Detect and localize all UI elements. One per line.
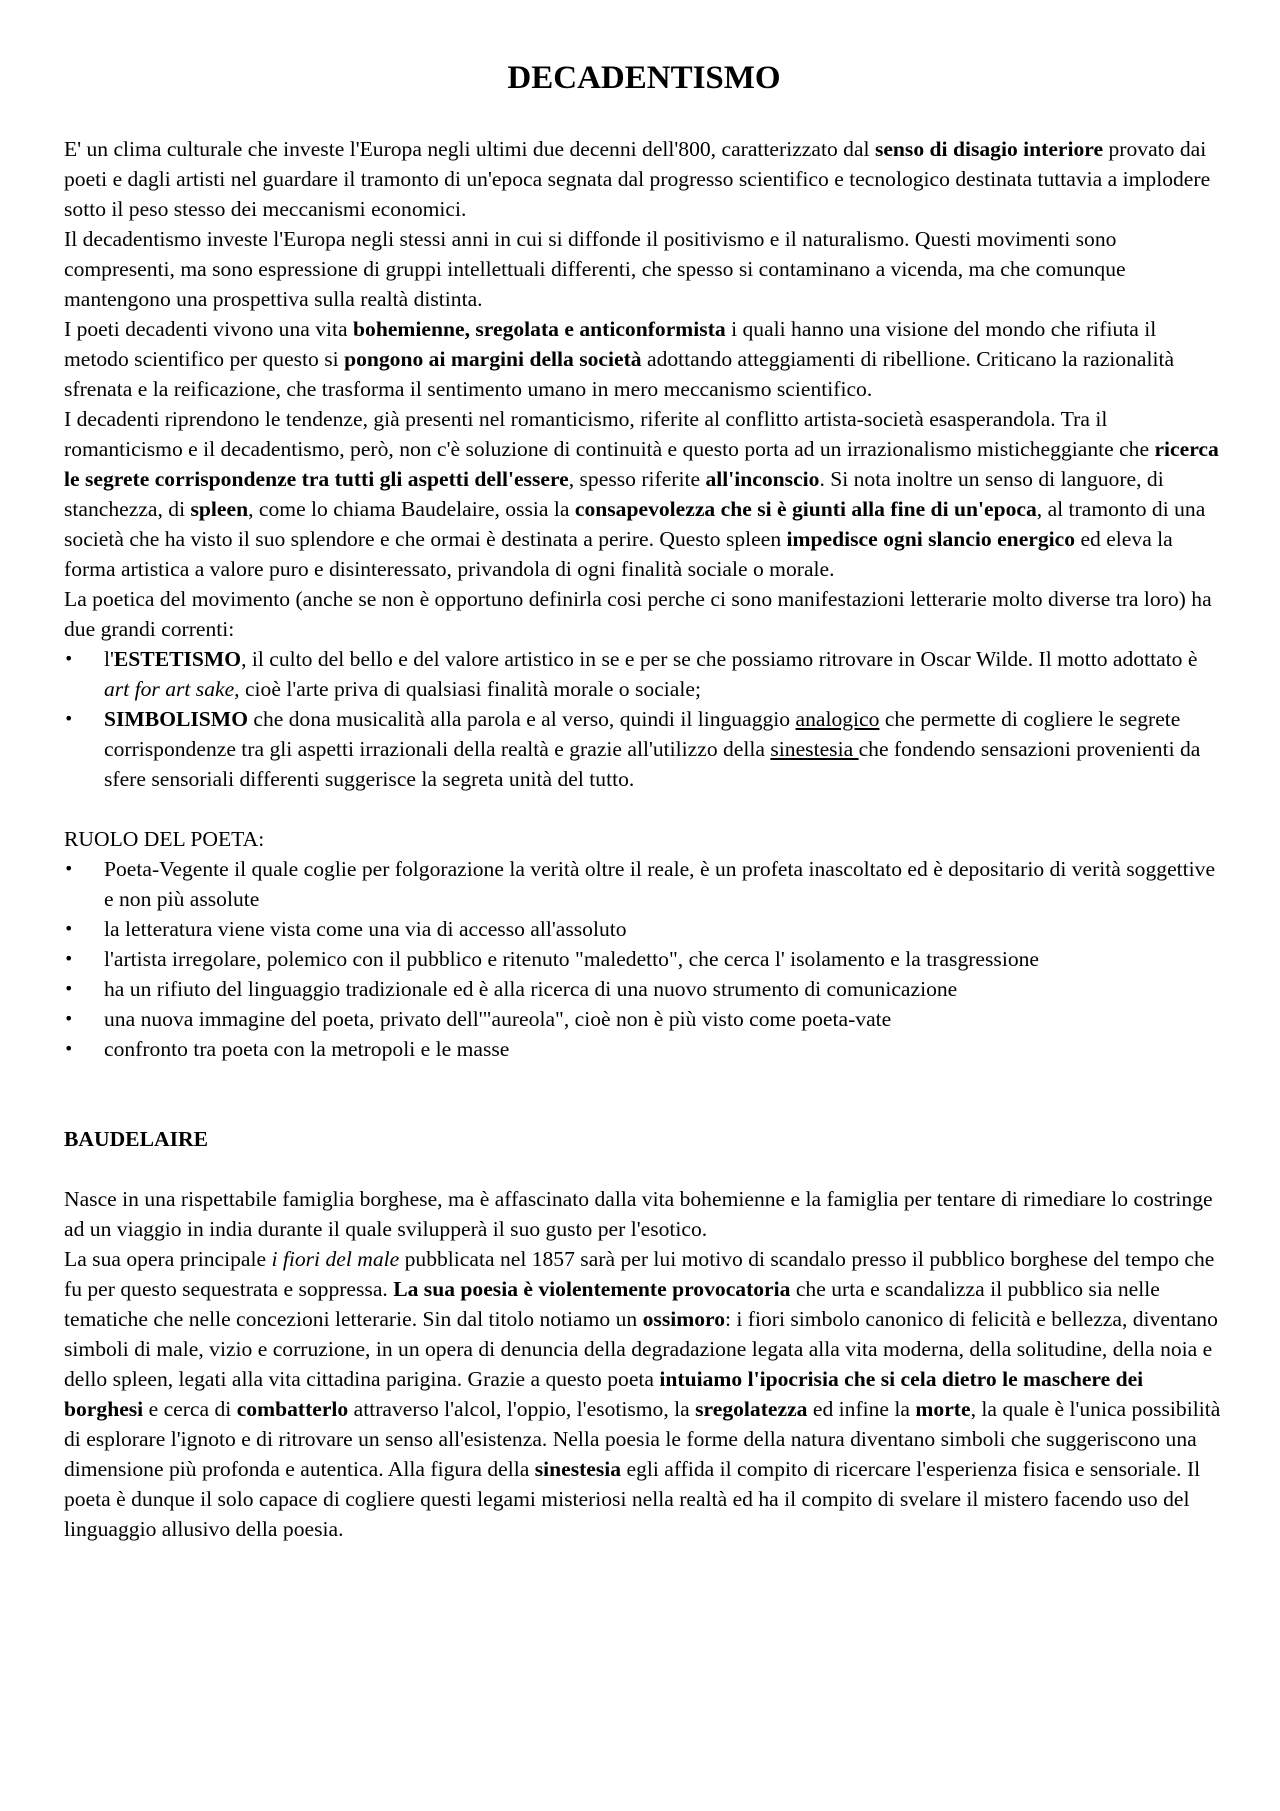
bullet-icon: • xyxy=(64,919,74,938)
section-heading-role: RUOLO DEL POETA: xyxy=(64,827,265,851)
text-run: La sua opera principale xyxy=(64,1247,272,1271)
list-item-text: l'artista irregolare, polemico con il pubblico e ritenuto "maledetto", che cerca l' isolamento e la trasgressione xyxy=(104,947,1040,971)
list-item xyxy=(64,1034,1224,1064)
paragraph xyxy=(64,134,1224,224)
text-run: che urta e scandalizza il pubblico sia nelle tematiche che nelle concezioni letterarie. Sin dal titolo notiamo un xyxy=(64,1277,1160,1331)
bold-text: sinestesia xyxy=(534,1457,622,1481)
spacer xyxy=(64,1064,1224,1124)
bold-text: all'inconscio xyxy=(705,467,820,491)
bold-text: spleen xyxy=(190,497,249,521)
spacer xyxy=(64,794,1224,824)
italic-text: i fiori del male xyxy=(271,1247,400,1271)
bold-text: morte xyxy=(915,1397,971,1421)
list-item-text: ha un rifiuto del linguaggio tradizionale ed è alla ricerca di una nuovo strumento di comunicazione xyxy=(104,977,958,1001)
bullet-icon: • xyxy=(64,649,74,668)
text-run: l' xyxy=(104,647,114,671)
text-run: : i fiori simbolo canonico di felicità e bellezza, diventano simboli di male, vizio e corruzione, in un opera di denuncia della degradazione legata alla vita moderna, della solitudine, della noia e dello spleen, legati alla vita cittadina parigina. Grazie a questo poeta xyxy=(64,1307,1218,1391)
text-run: i quali hanno una visione del mondo che rifiuta il metodo scientifico per questo si xyxy=(64,317,1157,371)
bold-text: combatterlo xyxy=(236,1397,349,1421)
text-run: Il decadentismo investe l'Europa negli stessi anni in cui si diffonde il positivismo e il naturalismo. Questi movimenti sono compresenti, ma sono espressione di gruppi intellettuali differenti, che spesso si contaminano a vicenda, ma che comunque mantengono una prospettiva sulla realtà distinta. xyxy=(64,227,1126,311)
text-run: , al tramonto di una società che ha visto il suo splendore e che ormai è destinata a perire. Questo spleen xyxy=(64,497,1206,551)
bullet-icon: • xyxy=(64,1009,74,1028)
list-item-text: una nuova immagine del poeta, privato dell'"aureola", cioè non è più visto come poeta-vate xyxy=(104,1007,892,1031)
bullet-icon: • xyxy=(64,979,74,998)
paragraph xyxy=(64,224,1224,314)
list-item xyxy=(64,854,1224,914)
text-run: , la quale è l'unica possibilità di esplorare l'ignoto e di ritrovare un senso all'esistenza. Nella poesia le forme della natura diventano simboli che suggeriscono una dimensione più profonda e autentica. Alla figura della xyxy=(64,1397,1221,1481)
bullet-icon: • xyxy=(64,1039,74,1058)
bold-text: consapevolezza che si è giunti alla fine di un'epoca xyxy=(574,497,1037,521)
text-run: , spesso riferite xyxy=(568,467,706,491)
text-run: che permette di cogliere le segrete corrispondenze tra gli aspetti irrazionali della realtà e grazie all'utilizzo della xyxy=(104,707,1181,761)
list-item xyxy=(64,1004,1224,1034)
bold-text: ricerca le segrete corrispondenze tra tutti gli aspetti dell'essere xyxy=(64,437,1219,491)
paragraph xyxy=(64,404,1224,584)
currents-list xyxy=(64,644,1224,794)
list-item-text: Poeta-Vegente il quale coglie per folgorazione la verità oltre il reale, è un profeta inascoltato ed è depositario di verità soggettive e non più assolute xyxy=(104,857,1216,911)
list-item xyxy=(64,914,1224,944)
paragraph xyxy=(64,1184,1224,1244)
bold-text: ossimoro xyxy=(642,1307,726,1331)
text-run: Nasce in una rispettabile famiglia borghese, ma è affascinato dalla vita bohemienne e la famiglia per tentare di rimediare lo costringe ad un viaggio in india durante il quale svilupperà il suo gusto per l'esotico. xyxy=(64,1187,1213,1241)
text-run: egli affida il compito di ricercare l'esperienza fisica e sensoriale. Il poeta è dunque il solo capace di cogliere questi legami misteriosi nella realtà ed ha il compito di svelare il mistero facendo uso del linguaggio allusivo della poesia. xyxy=(64,1457,1201,1541)
text-run: provato dai poeti e dagli artisti nel guardare il tramonto di un'epoca segnata dal progresso scientifico e tecnologico destinata tuttavia a implodere sotto il peso stesso dei meccanismi economici. xyxy=(64,137,1211,221)
paragraph xyxy=(64,584,1224,644)
bold-text: bohemienne, sregolata e anticonformista xyxy=(353,317,726,341)
text-run: pubblicata nel 1857 sarà per lui motivo di scandalo presso il pubblico borghese del tempo che fu per questo sequestrata e soppressa. xyxy=(64,1247,1215,1301)
underlined-text: analogico xyxy=(795,707,880,731)
bold-text: sregolatezza xyxy=(695,1397,808,1421)
text-run: , come lo chiama Baudelaire, ossia la xyxy=(248,497,575,521)
list-item xyxy=(64,944,1224,974)
bold-text: intuiamo l'ipocrisia che si cela dietro le maschere dei borghesi xyxy=(64,1367,1144,1421)
text-run: La poetica del movimento (anche se non è opportuno definirla cosi perche ci sono manifestazioni letterarie molto diverse tra loro) ha due grandi correnti: xyxy=(64,587,1212,641)
bullet-icon: • xyxy=(64,709,74,728)
text-run: I decadenti riprendono le tendenze, già presenti nel romanticismo, riferite al conflitto artista-società esasperandola. Tra il romanticismo e il decadentismo, però, non c'è soluzione di continuità e questo porta ad un irrazionalismo misticheggiante che xyxy=(64,407,1155,461)
bold-text: impedisce ogni slancio energico xyxy=(786,527,1076,551)
list-item xyxy=(64,704,1224,794)
text-run: attraverso l'alcol, l'oppio, l'esotismo, la xyxy=(348,1397,696,1421)
bold-text: SIMBOLISMO xyxy=(104,707,248,731)
text-run: che dona musicalità alla parola e al verso, quindi il linguaggio xyxy=(248,707,796,731)
role-list xyxy=(64,854,1224,1064)
text-run: , il culto del bello e del valore artistico in se e per se che possiamo ritrovare in Oscar Wilde. Il motto adottato è xyxy=(241,647,1198,671)
text-run: e cerca di xyxy=(143,1397,237,1421)
text-run: adottando atteggiamenti di ribellione. Criticano la razionalità sfrenata e la reificazione, che trasforma il sentimento umano in mero meccanismo scientifico. xyxy=(64,347,1175,401)
text-run: cioè l'arte priva di qualsiasi finalità morale o sociale; xyxy=(239,677,701,701)
bold-text: La sua poesia è violentemente provocatoria xyxy=(393,1277,791,1301)
text-run: ed infine la xyxy=(807,1397,916,1421)
bullet-icon: • xyxy=(64,859,74,878)
paragraph xyxy=(64,1244,1224,1544)
list-item xyxy=(64,644,1224,704)
text-run: ed eleva la forma artistica a valore puro e disinteressato, privandola di ogni finalità sociale o morale. xyxy=(64,527,1173,581)
underlined-text: sinestesia xyxy=(770,737,859,761)
bold-text: senso di disagio interiore xyxy=(874,137,1104,161)
spacer xyxy=(64,1154,1224,1184)
paragraph xyxy=(64,314,1224,404)
list-item xyxy=(64,974,1224,1004)
bold-text: pongono ai margini della società xyxy=(344,347,642,371)
page-title: DECADENTISMO xyxy=(507,60,781,96)
list-item-text: la letteratura viene vista come una via di accesso all'assoluto xyxy=(104,917,627,941)
bold-text: ESTETISMO xyxy=(113,647,242,671)
baudelaire-section xyxy=(64,1184,1224,1544)
text-run: che fondendo sensazioni provenienti da sfere sensoriali differenti suggerisce la segreta unità del tutto. xyxy=(104,737,1201,791)
list-item-text xyxy=(104,707,1200,791)
text-run: E' un clima culturale che investe l'Europa negli ultimi due decenni dell'800, caratterizzato dal xyxy=(64,137,875,161)
section-heading-baudelaire: BAUDELAIRE xyxy=(64,1127,208,1151)
text-run: . Si nota inoltre un senso di languore, di stanchezza, di xyxy=(64,467,1164,521)
list-item-text: confronto tra poeta con la metropoli e le masse xyxy=(104,1037,510,1061)
list-item-text xyxy=(104,647,1197,701)
intro-section xyxy=(64,134,1224,644)
italic-text: art for art sake, xyxy=(104,677,240,701)
bullet-icon: • xyxy=(64,949,74,968)
text-run: I poeti decadenti vivono una vita xyxy=(64,317,354,341)
document-page xyxy=(64,56,1224,1544)
